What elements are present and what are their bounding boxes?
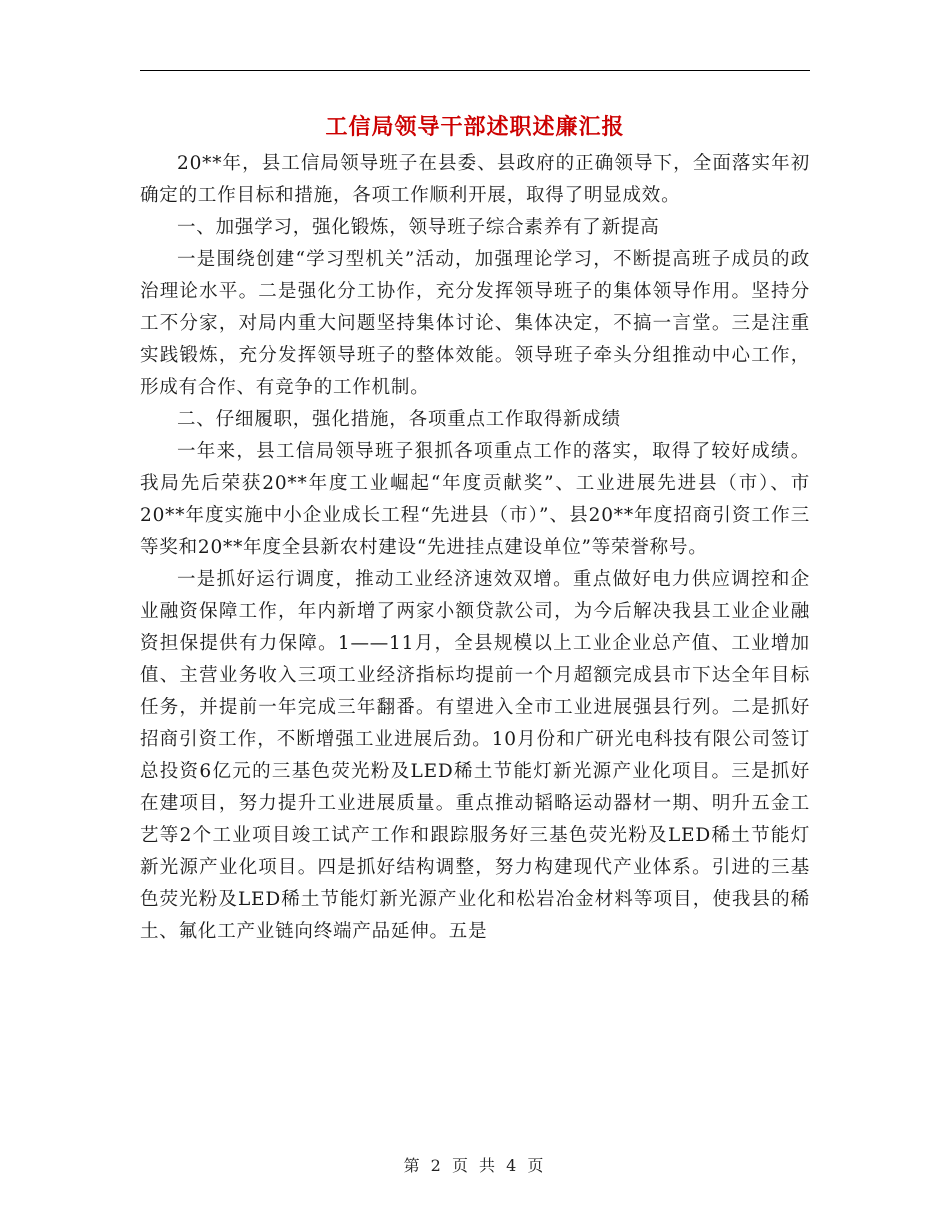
paragraph-achievements: 一年来，县工信局领导班子狠抓各项重点工作的落实，取得了较好成绩。我局先后荣获20**年度工业崛起“年度贡献奖”、工业进展先进县（市）、市20**年度实施中小企业成长工程“先进县（市）”、县20**年度招商引资工作三等奖和20**年度全县新农村建设“先进挂点建设单位”等荣誉称号。: [140, 441, 810, 558]
document-title: 工信局领导干部述职述廉汇报: [325, 114, 625, 140]
page-number: 第 2 页 共 4 页: [403, 1156, 547, 1175]
header-rule: [140, 70, 810, 71]
paragraph-key-work: 一是抓好运行调度，推动工业经济速效双增。重点做好电力供应调控和企业融资保障工作，年内新增了两家小额贷款公司，为今后解决我县工业企业融资担保提供有力保障。1——11月，全县规模以上工业企业总产值、工业增加值、主营业务收入三项工业经济指标均提前一个月超额完成县市下达全年目标任务，并提前一年完成三年翻番。有望进入全市工业进展强县行列。二是抓好招商引资工作，不断增强工业进展后劲。10月份和广研光电科技有限公司签订总投资6亿元的三基色荧光粉及LED稀土节能灯新光源产业化项目。三是抓好在建项目，努力提升工业进展质量。重点推动韬略运动器材一期、明升五金工艺等2个工业项目竣工试产工作和跟踪服务好三基色荧光粉及LED稀土节能灯新光源产业化项目。四是抓好结构调整，努力构建现代产业体系。引进的三基色荧光粉及LED稀土节能灯新光源产业化和松岩冶金材料等项目，使我县的稀土、氟化工产业链向终端产品延伸。五是: [140, 569, 810, 942]
paragraph-intro: 20**年，县工信局领导班子在县委、县政府的正确领导下，全面落实年初确定的工作目标和措施，各项工作顺利开展，取得了明显成效。: [140, 153, 810, 206]
paragraph-study: 一是围绕创建“学习型机关”活动，加强理论学习，不断提高班子成员的政治理论水平。二是强化分工协作，充分发挥领导班子的集体领导作用。坚持分工不分家，对局内重大问题坚持集体讨论、集体决定，不搞一言堂。三是注重实践锻炼，充分发挥领导班子的整体效能。领导班子牵头分组推动中心工作，形成有合作、有竞争的工作机制。: [140, 249, 810, 398]
section-heading-2: 二、仔细履职，强化措施，各项重点工作取得新成绩: [177, 409, 621, 430]
section-heading-1: 一、加强学习，强化锻炼，领导班子综合素养有了新提高: [177, 217, 660, 238]
document-body: [140, 148, 810, 948]
